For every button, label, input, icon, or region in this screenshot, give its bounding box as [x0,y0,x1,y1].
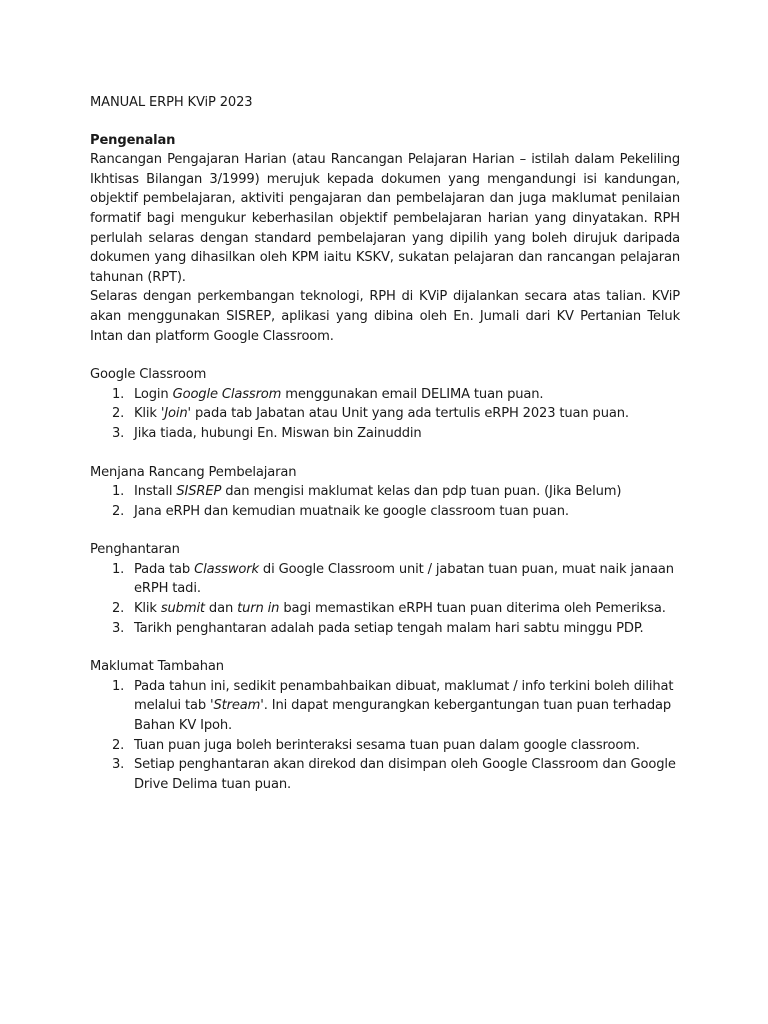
document-title: MANUAL ERPH KViP 2023 [90,95,253,110]
maklumat-heading: Maklumat Tambahan [90,659,224,675]
intro-paragraph-2: Selaras dengan perkembangan teknologi, RPH di KViP dijalankan secara atas talian. KViP akan menggunakan SISREP, aplikasi yang dibina oleh En. Jumali dari KV Pertanian Teluk Intan dan platform Google Classroom. [90,289,680,344]
list-item: 2. Klik 'Join' pada tab Jabatan atau Unit yang ada tertulis eRPH 2023 tuan puan. [112,406,629,422]
maklumat-list [90,677,680,795]
penghantaran-list [90,560,680,638]
list-item: 2. Jana eRPH dan kemudian muatnaik ke google classroom tuan puan. [112,503,569,519]
list-item: 1. Login Google Classrom menggunakan email DELIMA tuan puan. [112,386,544,402]
intro-paragraph-1: Rancangan Pengajaran Harian (atau Rancangan Pelajaran Harian – istilah dalam Pekeliling Ikhtisas Bilangan 3/1999) merujuk kepada dokumen yang mengandungi isi kandungan, objektif pembelajaran, aktiviti pengajaran dan pembelajaran dan juga maklumat penilaian formatif bagi mengukur keberhasilan objektif pembelajaran harian yang dinyatakan. RPH perlulah selaras dengan standard pembelajaran yang dipilih yang boleh dirujuk daripada dokumen yang dihasilkan oleh KPM iaitu KSKV, sukatan pelajaran dan rancangan pelajaran tahunan (RPT). [90,152,680,285]
list-item: 1. Pada tab Classwork di Google Classroom unit / jabatan tuan puan, muat naik janaan eRPH tadi. [112,561,674,597]
list-item: 3. Setiap penghantaran akan direkod dan disimpan oleh Google Classroom dan Google Drive Delima tuan puan. [112,757,676,792]
menjana-heading: Menjana Rancang Pembelajaran [90,464,297,480]
list-item: 2. Klik submit dan turn in bagi memastikan eRPH tuan puan diterima oleh Pemeriksa. [112,601,666,617]
list-item: 1. Install SISREP dan mengisi maklumat kelas dan pdp tuan puan. (Jika Belum) [112,484,622,500]
list-item: 2. Tuan puan juga boleh berinteraksi sesama tuan puan dalam google classroom. [112,737,640,753]
list-item: 1. Pada tahun ini, sedikit penambahbaikan dibuat, maklumat / info terkini boleh dilihat melalui tab 'Stream'. Ini dapat mengurangkan kebergantungan tuan puan terhadap Bahan KV Ipoh. [112,678,674,734]
penghantaran-heading: Penghantaran [90,542,180,558]
list-item: 3. Jika tiada, hubungi En. Miswan bin Zainuddin [112,425,422,441]
intro-heading: Pengenalan [90,132,176,148]
google-classroom-heading: Google Classroom [90,367,207,383]
list-item: 3. Tarikh penghantaran adalah pada setiap tengah malam hari sabtu minggu PDP. [112,620,644,636]
menjana-list [90,482,680,521]
google-classroom-list [90,385,680,444]
document-page [90,93,680,794]
